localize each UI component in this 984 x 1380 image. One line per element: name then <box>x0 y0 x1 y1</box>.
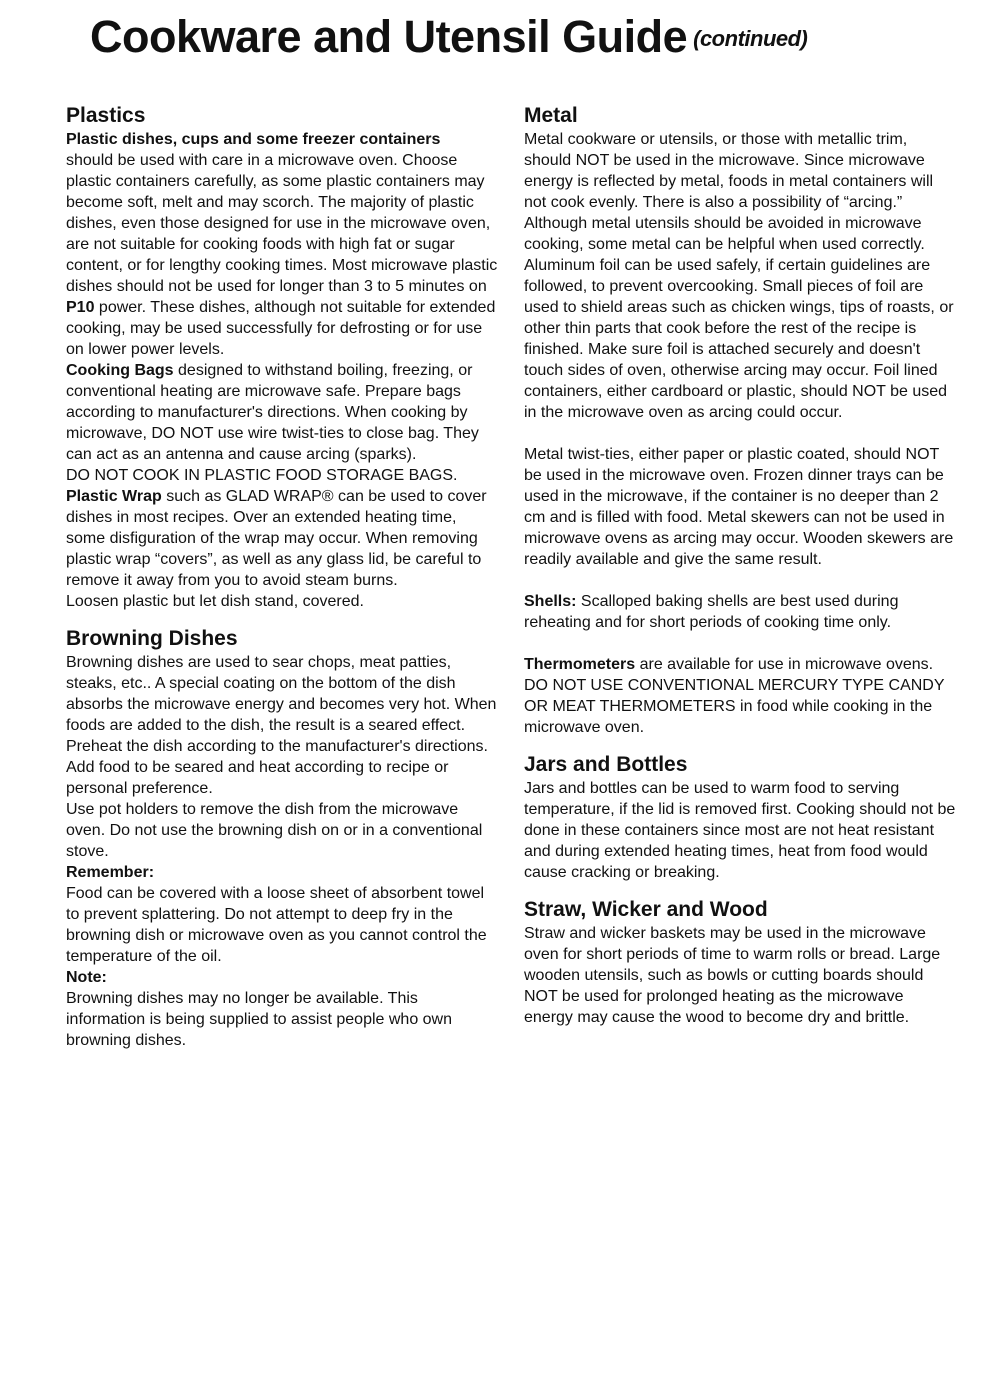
left-column <box>66 103 498 1051</box>
thermometers-paragraph <box>524 654 956 738</box>
browning-paragraph-1: Browning dishes are used to sear chops, meat patties, steaks, etc.. A special coating on the bottom of the dish absorbs the microwave energy and becomes very hot. When foods are added to the dish, the result is a seared effect. Preheat the dish according to the manufacturer's directions. Add food to be seared and heat according to recipe or personal preference. <box>66 654 497 797</box>
shells-text: Scalloped baking shells are best used during reheating and for short periods of cooking time only. <box>524 593 899 631</box>
metal-paragraph-3: Aluminum foil can be used safely, if certain guidelines are followed, to prevent overcooking. Small pieces of foil are used to shield areas such as chicken wings, tips of roasts, or other thin parts that cook before the rest of the recipe is finished. Make sure foil is attached securely and doesn't touch sides of oven, otherwise arcing may occur. Foil lined containers, either cardboard or plastic, should NOT be used in the microwave oven as arcing could occur. <box>524 257 954 421</box>
page-title <box>90 12 807 62</box>
jars-section <box>524 752 956 883</box>
power-level-label: P10 <box>66 299 95 316</box>
cooking-bags-paragraph <box>66 360 498 465</box>
straw-text: Straw and wicker baskets may be used in the microwave oven for short periods of time to warm rolls or bread. Large wooden utensils, such as bowls or cutting boards should NOT be used for prolonged heating as the microwave energy may cause the wood to become dry and brittle. <box>524 925 941 1026</box>
note-label: Note: <box>66 969 107 986</box>
plastics-text: should be used with care in a microwave oven. Choose plastic containers carefully, as some plastic containers may become soft, melt and may scorch. The majority of plastic dishes, even those designed for use in the microwave oven, are not suitable for cooking foods with high fat or sugar content, or for lengthy cooking times. Most microwave plastic dishes should not be used for longer than 3 to 5 minutes on <box>66 152 498 295</box>
page-title-text: Cookware and Utensil Guide <box>90 11 688 62</box>
plastic-wrap-paragraph <box>66 486 498 591</box>
straw-heading: Straw, Wicker and Wood <box>524 898 768 921</box>
note-text: Browning dishes may no longer be available. This information is being supplied to assist people who own browning dishes. <box>66 990 453 1049</box>
plastics-text-end: power. These dishes, although not suitable for extended cooking, may be used successfully for defrosting or for use on lower power levels. <box>66 299 496 358</box>
plastics-heading: Plastics <box>66 104 146 127</box>
cooking-bags-text: designed to withstand boiling, freezing, or conventional heating are microwave safe. Prepare bags according to manufacturer's directions. When cooking by microwave, DO NOT use wire twist-ties to close bag. They can act as an antenna and cause arcing (sparks). <box>66 362 479 463</box>
browning-section <box>66 626 498 1051</box>
shells-label: Shells: <box>524 593 577 610</box>
remember-label: Remember: <box>66 864 155 881</box>
metal-section <box>524 103 956 738</box>
metal-paragraph-4: Metal twist-ties, either paper or plastic coated, should NOT be used in the microwave oven. Frozen dinner trays can be used in the microwave, if the container is no deeper than 2 cm and is filled with food. Metal skewers can not be used in microwave ovens as arcing may occur. Wooden skewers are readily available and give the same result. <box>524 446 954 568</box>
storage-warning: DO NOT COOK IN PLASTIC FOOD STORAGE BAGS. <box>66 467 458 484</box>
plastic-wrap-text: such as GLAD WRAP® can be used to cover dishes in most recipes. Over an extended heating time, some disfiguration of the wrap may occur. When removing plastic wrap “covers”, as well as any glass lid, be careful to remove it away from you to avoid steam burns. <box>66 488 487 589</box>
straw-section <box>524 897 956 1028</box>
browning-heading: Browning Dishes <box>66 627 238 650</box>
shells-paragraph <box>524 591 956 633</box>
plastics-section <box>66 103 498 612</box>
page-title-continued: (continued) <box>693 26 808 51</box>
browning-paragraph-2: Use pot holders to remove the dish from the microwave oven. Do not use the browning dish on or in a conventional stove. <box>66 801 483 860</box>
metal-paragraph-2: Although metal utensils should be avoided in microwave cooking, some metal can be helpful when used correctly. <box>524 215 925 253</box>
thermometers-text: are available for use in microwave ovens. DO NOT USE CONVENTIONAL MERCURY TYPE CANDY OR MEAT THERMOMETERS in food while cooking in the microwave oven. <box>524 656 945 736</box>
plastic-wrap-label: Plastic Wrap <box>66 488 162 505</box>
remember-text: Food can be covered with a loose sheet of absorbent towel to prevent splattering. Do not attempt to deep fry in the browning dish or microwave oven as you cannot control the temperature of the oil. <box>66 885 487 965</box>
jars-heading: Jars and Bottles <box>524 753 688 776</box>
cooking-bags-label: Cooking Bags <box>66 362 174 379</box>
right-column <box>524 103 956 1028</box>
metal-heading: Metal <box>524 104 578 127</box>
thermometers-label: Thermometers <box>524 656 636 673</box>
plastics-paragraph <box>66 150 498 360</box>
jars-text: Jars and bottles can be used to warm food to serving temperature, if the lid is removed first. Cooking should not be done in these containers since most are not heat resistant and during extended heating times, heat from food would cause cracking or breaking. <box>524 780 956 881</box>
loosen-note: Loosen plastic but let dish stand, covered. <box>66 593 364 610</box>
plastics-subheading: Plastic dishes, cups and some freezer containers <box>66 131 441 148</box>
metal-paragraph-1: Metal cookware or utensils, or those with metallic trim, should NOT be used in the microwave. Since microwave energy is reflected by metal, foods in metal containers will not cook evenly. There is also a possibility of “arcing.” <box>524 131 934 211</box>
